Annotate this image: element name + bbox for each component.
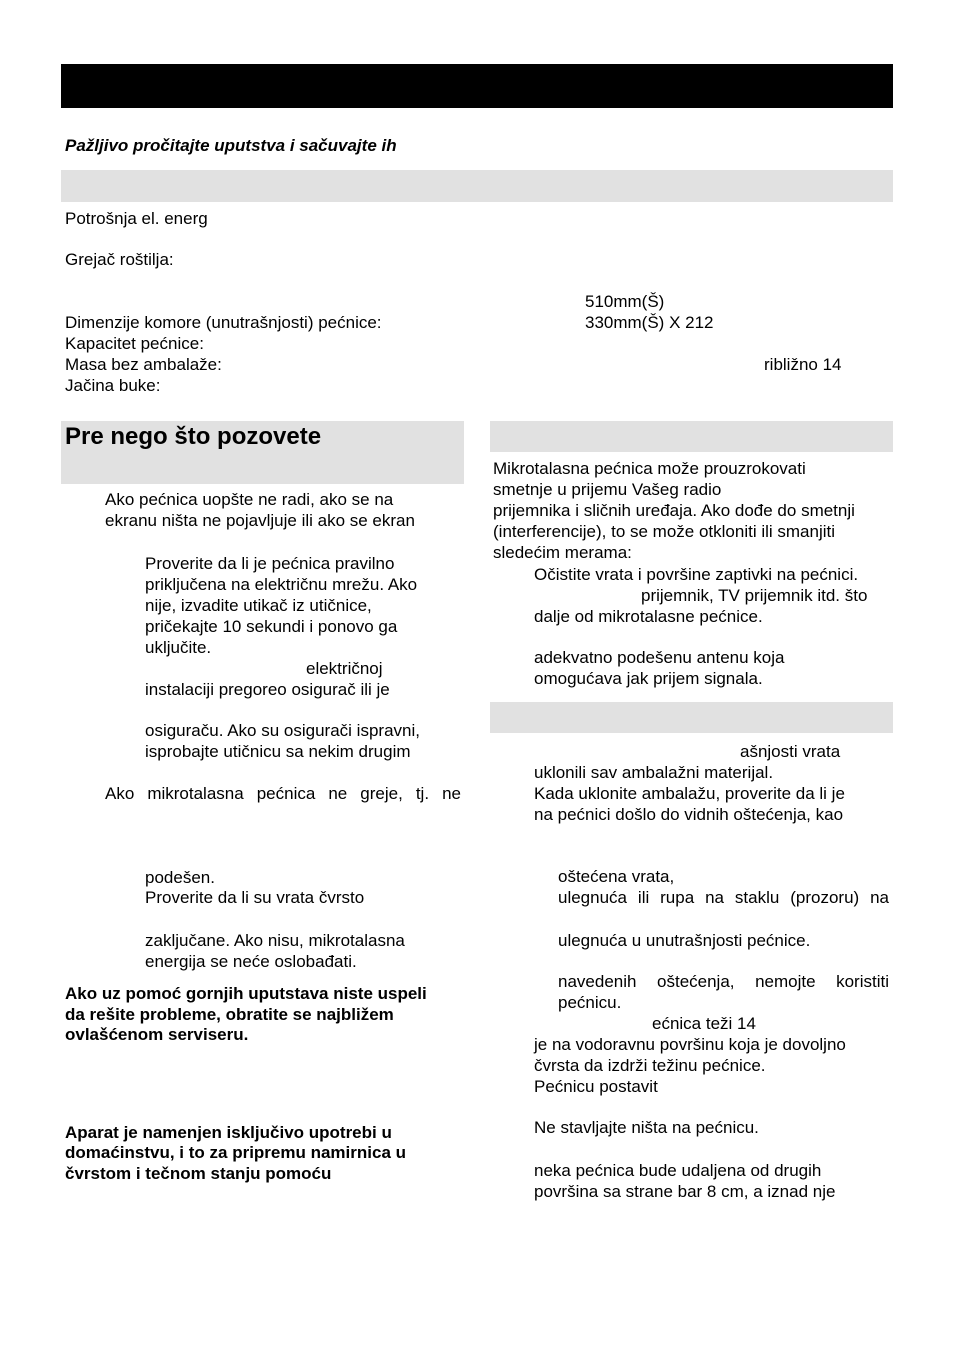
installation-text: ećnica teži 14 (652, 1014, 756, 1033)
interference-text: prijemnika i sličnih uređaja. Ako dođe do smetnji (493, 501, 855, 520)
spec-power: Potrošnja el. energ (65, 209, 208, 228)
interference-measure: dalje od mikrotalasne pećnice. (534, 607, 763, 626)
troubleshoot-text: električnoj (306, 659, 383, 678)
troubleshoot-text: Proverite da li je pećnica pravilno (145, 554, 395, 573)
troubleshoot-text: nije, izvadite utikač iz utičnice, (145, 596, 372, 615)
troubleshoot-text: ekranu ništa ne pojavljuje ili ako se ekran (105, 511, 415, 530)
section-bar-installation (490, 702, 893, 733)
troubleshoot-text: priključena na električnu mrežu. Ako (145, 575, 418, 594)
service-note: ovlašćenom serviseru. (65, 1025, 249, 1044)
troubleshoot-text: podešen. (145, 868, 215, 887)
title-bar (61, 64, 893, 108)
damage-item: ulegnuća u unutrašnjosti pećnice. (558, 931, 811, 950)
installation-text: ašnjosti vrata (740, 742, 841, 761)
installation-text: čvrsta da izdrži težinu pećnice. (534, 1056, 766, 1075)
troubleshoot-text: zaključane. Ako nisu, mikrotalasna (145, 931, 405, 950)
spec-mass-value: ribližno 14 (764, 355, 842, 374)
installation-text: na pećnici došlo do vidnih oštećenja, kao (534, 805, 844, 824)
intended-use-note: Aparat je namenjen isključivo upotrebi u (65, 1123, 392, 1142)
installation-text: Pećnicu postavit (534, 1077, 658, 1096)
spec-cavity-label: Dimenzije komore (unutrašnjosti) pećnice: (65, 313, 382, 332)
section-bar-interference (490, 421, 893, 452)
installation-text: površina sa strane bar 8 cm, a iznad nje (534, 1182, 836, 1201)
troubleshoot-text: energija se neće oslobađati. (145, 952, 357, 971)
service-note: da rešite probleme, obratite se najbližem (65, 1005, 394, 1024)
troubleshoot-text: instalaciji pregoreo osigurač ili je (145, 680, 390, 699)
interference-measure: Očistite vrata i površine zaptivki na pećnici. (534, 565, 859, 584)
interference-text: sledećim merama: (493, 543, 632, 562)
intended-use-note: čvrstom i tečnom stanju pomoću (65, 1164, 332, 1183)
section-heading-before-calling: Pre nego što pozovete (65, 423, 322, 450)
troubleshoot-text: osiguraču. Ako su osigurači ispravni, (145, 721, 420, 740)
troubleshoot-text: isprobajte utičnicu sa nekim drugim (145, 742, 411, 761)
interference-measure: adekvatno podešenu antenu koja (534, 648, 785, 667)
damage-item: oštećena vrata, (558, 867, 675, 886)
troubleshoot-text: Proverite da li su vrata čvrsto (145, 888, 365, 907)
interference-measure: prijemnik, TV prijemnik itd. što (641, 586, 868, 605)
installation-text: Ne stavljajte ništa na pećnicu. (534, 1118, 759, 1137)
intended-use-note: domaćinstvu, i to za pripremu namirnica u (65, 1143, 407, 1162)
interference-text: (interferencije), to se može otkloniti ili smanjiti (493, 522, 836, 541)
damage-item: navedenih oštećenja, nemojte koristiti (558, 972, 889, 991)
spec-mass-label: Masa bez ambalaže: (65, 355, 222, 374)
page-subtitle: Pažljivo pročitajte uputstva i sačuvajte ih (65, 136, 397, 155)
spec-capacity: Kapacitet pećnice: (65, 334, 204, 353)
interference-text: smetnje u prijemu Vašeg radio (493, 480, 722, 499)
installation-text: neka pećnica bude udaljena od drugih (534, 1161, 822, 1180)
spec-grill: Grejač roštilja: (65, 250, 174, 269)
installation-text: uklonili sav ambalažni materijal. (534, 763, 774, 782)
troubleshoot-text: uključite. (145, 638, 212, 657)
installation-text: je na vodoravnu površinu koja je dovoljno (534, 1035, 846, 1054)
damage-item: ulegnuća ili rupa na staklu (prozoru) na (558, 888, 889, 907)
spec-cavity-value: 330mm(Š) X 212 (585, 313, 714, 332)
interference-text: Mikrotalasna pećnica može prouzrokovati (493, 459, 806, 478)
spec-noise: Jačina buke: (65, 376, 161, 395)
spec-outer-dim-value: 510mm(Š) (585, 292, 665, 311)
interference-measure: omogućava jak prijem signala. (534, 669, 763, 688)
troubleshoot-text: Ako pećnica uopšte ne radi, ako se na (105, 490, 394, 509)
service-note: Ako uz pomoć gornjih uputstava niste uspeli (65, 984, 427, 1003)
installation-text: Kada uklonite ambalažu, proverite da li je (534, 784, 845, 803)
troubleshoot-text: Ako mikrotalasna pećnica ne greje, tj. ne (105, 784, 461, 803)
section-bar-specs (61, 170, 893, 202)
damage-item: pećnicu. (558, 993, 622, 1012)
troubleshoot-text: pričekajte 10 sekundi i ponovo ga (145, 617, 398, 636)
